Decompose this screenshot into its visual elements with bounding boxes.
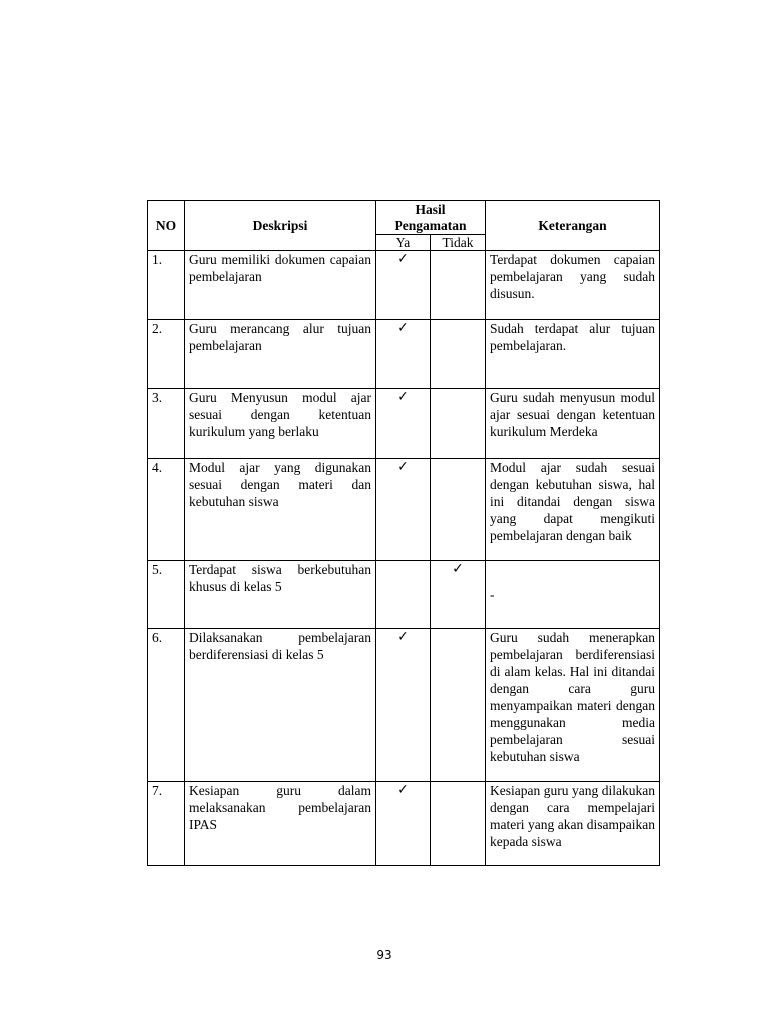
- row-description: Kesiapan guru dalam melaksanakan pembelajaran IPAS: [185, 782, 376, 866]
- check-tidak: [431, 782, 486, 866]
- check-tidak: [431, 251, 486, 320]
- row-keterangan: Kesiapan guru yang dilakukan dengan cara mempelajari materi yang akan disampaikan kepada siswa: [486, 782, 660, 866]
- row-keterangan: Terdapat dokumen capaian pembelajaran yang sudah disusun.: [486, 251, 660, 320]
- check-tidak: ✓: [431, 561, 486, 629]
- row-keterangan: Guru sudah menyusun modul ajar sesuai dengan ketentuan kurikulum Merdeka: [486, 389, 660, 459]
- row-keterangan: Modul ajar sudah sesuai dengan kebutuhan siswa, hal ini ditandai dengan siswa yang dapat mengikuti pembelajaran dengan baik: [486, 459, 660, 561]
- table-row: [148, 459, 660, 561]
- table-row: [148, 320, 660, 389]
- check-ya: ✓: [376, 629, 431, 782]
- check-ya: ✓: [376, 389, 431, 459]
- check-tidak: [431, 389, 486, 459]
- header-no: NO: [148, 201, 185, 251]
- row-keterangan: Sudah terdapat alur tujuan pembelajaran.: [486, 320, 660, 389]
- page-number: 93: [376, 948, 392, 962]
- table-row: [148, 389, 660, 459]
- row-number: 4.: [148, 459, 185, 561]
- row-number: 2.: [148, 320, 185, 389]
- check-tidak: [431, 459, 486, 561]
- header-keterangan: Keterangan: [486, 201, 660, 251]
- row-description: Terdapat siswa berkebutuhan khusus di kelas 5: [185, 561, 376, 629]
- table-row: [148, 561, 660, 629]
- observation-table: [147, 200, 660, 866]
- row-number: 1.: [148, 251, 185, 320]
- header-row: [148, 201, 660, 235]
- check-ya: ✓: [376, 320, 431, 389]
- check-ya: ✓: [376, 459, 431, 561]
- header-tidak: Tidak: [431, 235, 486, 251]
- row-description: Modul ajar yang digunakan sesuai dengan materi dan kebutuhan siswa: [185, 459, 376, 561]
- check-tidak: [431, 629, 486, 782]
- header-ya: Ya: [376, 235, 431, 251]
- row-number: 3.: [148, 389, 185, 459]
- check-ya: ✓: [376, 782, 431, 866]
- row-keterangan: Guru sudah menerapkan pembelajaran berdiferensiasi di alam kelas. Hal ini ditandai dengan cara guru menyampaikan materi dengan menggunakan media pembelajaran sesuai kebutuhan siswa: [486, 629, 660, 782]
- header-hasil-pengamatan: Hasil Pengamatan: [376, 201, 486, 235]
- row-description: Guru memiliki dokumen capaian pembelajaran: [185, 251, 376, 320]
- check-ya: ✓: [376, 251, 431, 320]
- row-number: 5.: [148, 561, 185, 629]
- row-number: 6.: [148, 629, 185, 782]
- row-number: 7.: [148, 782, 185, 866]
- row-description: Dilaksanakan pembelajaran berdiferensiasi di kelas 5: [185, 629, 376, 782]
- row-description: Guru merancang alur tujuan pembelajaran: [185, 320, 376, 389]
- check-tidak: [431, 320, 486, 389]
- header-deskripsi: Deskripsi: [185, 201, 376, 251]
- table-row: [148, 629, 660, 782]
- table-row: [148, 782, 660, 866]
- row-keterangan: -: [486, 561, 660, 629]
- row-description: Guru Menyusun modul ajar sesuai dengan ketentuan kurikulum yang berlaku: [185, 389, 376, 459]
- check-ya: [376, 561, 431, 629]
- table-row: [148, 251, 660, 320]
